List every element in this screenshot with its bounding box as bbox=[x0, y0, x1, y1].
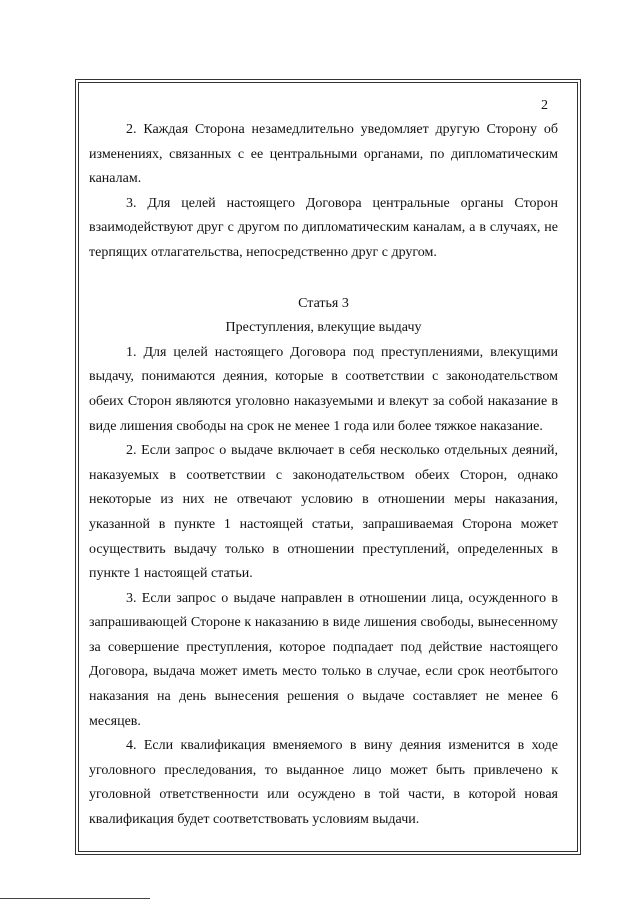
page-number: 2 bbox=[541, 98, 548, 113]
article-heading: Статья 3 bbox=[298, 295, 349, 311]
paragraph-2: 2. Каждая Сторона незамедлительно уведомляет другую Сторону об изменениях, связанных с ее центральными органами, по дипломатическим каналам. bbox=[89, 122, 558, 187]
article-paragraph-3: 3. Если запрос о выдаче направлен в отношении лица, осужденного в запрашивающей Стороне к наказанию в виде лишения свободы, вынесенному за совершение преступления, которое подпадает под действие настоящего Договора, выдача может иметь место только в случае, если срок неотбытого наказания на день вынесения решения о выдаче составляет не менее 6 месяцев. bbox=[89, 590, 558, 729]
section-spacer bbox=[89, 266, 558, 284]
article-paragraph-2: 2. Если запрос о выдаче включает в себя несколько отдельных деяний, наказуемых в соответствии с законодательством обеих Сторон, однако некоторые из них не отвечают условию в отношении меры наказания, указанной в пункте 1 настоящей статьи, запрашиваемая Сторона может осуществить выдачу только в отношении преступлений, определенных в пункте 1 настоящей статьи. bbox=[89, 443, 558, 582]
footer-rule bbox=[0, 898, 150, 899]
document-body bbox=[89, 118, 558, 833]
article-paragraph-4: 4. Если квалификация вменяемого в вину деяния изменится в ходе уголовного преследования, то выданное лицо может быть привлечено к уголовной ответственности или осуждено в той части, в которой новая квалификация будет соответствовать условиям выдачи. bbox=[89, 738, 558, 828]
article-paragraph-1: 1. Для целей настоящего Договора под преступлениями, влекущими выдачу, понимаются деяния, которые в соответствии с законодательством обеих Сторон являются уголовно наказуемыми и влекут за собой наказание в виде лишения свободы на срок не менее 1 года или более тяжкое наказание. bbox=[89, 344, 558, 434]
page-border-frame bbox=[75, 79, 581, 855]
paragraph-3: 3. Для целей настоящего Договора центральные органы Сторон взаимодействуют друг с другом по дипломатическим каналам, а в случаях, не терпящих отлагательства, непосредственно друг с другом. bbox=[89, 195, 558, 260]
article-title: Преступления, влекущие выдачу bbox=[225, 320, 422, 336]
